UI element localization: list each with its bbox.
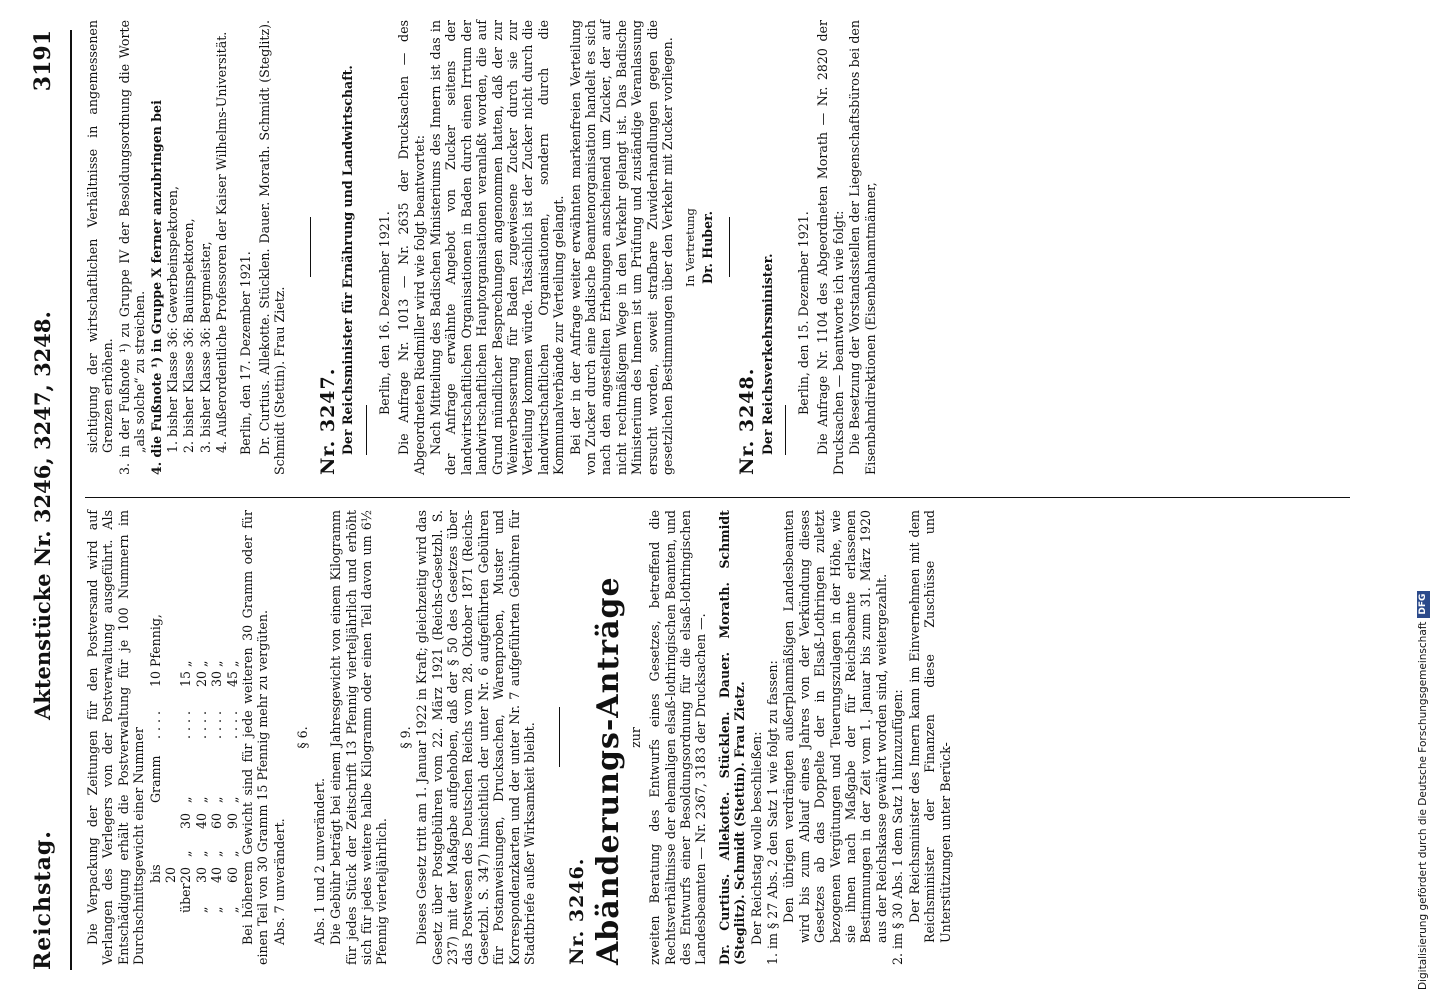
rate-sep: „ xyxy=(193,850,209,857)
divider xyxy=(559,708,560,768)
page-number: 3191 xyxy=(30,30,56,92)
rate-table xyxy=(148,510,240,965)
header-rule xyxy=(70,30,72,970)
rate-from: 40 xyxy=(209,866,225,883)
divider xyxy=(366,405,367,455)
notice-text: Digitalisierung gefördert durch die Deutsche Forschungsgemeinschaft xyxy=(1417,621,1429,990)
digitization-notice xyxy=(1414,0,1432,990)
document-number: Nr. 3248. xyxy=(736,367,759,475)
paragraph: Die Verpackung der Zeitungen für den Postversand wird auf Verlangen des Verlegers von der Postverwaltung ausgeführt. Als Entschädigung erhält die Postverwaltung für je 100 Nummern im Durchschnittsgewicht einer Nummer xyxy=(85,510,147,965)
date-line: Berlin, den 15. Dezember 1921. xyxy=(796,211,812,415)
rate-unit: „ xyxy=(193,796,209,803)
paragraph: Bei der in der Anfrage weiter erwähnten markenfreien Verteilung von Zucker durch eine badische Beamtenorganisation handelt es sich nach den angestellten Erhebungen anscheinend um Zucker, der auf nicht rechtmäßigem Wege in den Verkehr gelangt ist. Das Badische Ministerium des Innern ist um Prüfung und zuständige Veranlassung ersucht worden, soweit strafbare Zuwiderhandlungen gegen die gesetzlichen Bestimmungen über den Verkehr mit Zucker vorliegen. xyxy=(567,20,675,475)
rate-sep xyxy=(148,829,179,857)
rate-row xyxy=(209,510,224,965)
list-item: 3. in der Fußnote ¹) zu Gruppe IV der Besoldungsordnung die Worte „als solche“ zu streichen. xyxy=(116,20,148,475)
list-item: 2. im § 30 Abs. 1 dem Satz 1 hinzuzufügen: xyxy=(890,689,906,965)
document-title: Abänderungs-Anträge xyxy=(590,576,626,965)
rate-prefix: über xyxy=(178,883,194,913)
rate-row xyxy=(148,510,179,965)
rate-prefix: „ xyxy=(193,906,209,913)
divider xyxy=(310,218,311,278)
quotation: Den übrigen verdrängten außerplanmäßigen Landesbeamten wird bis zum Ablauf eines Jahres von der Verkündung dieses Gesetzes ab das Doppelte der in Elsaß-Lothringen zuletzt bezogenen Vergütungen und Teuerungszulagen in der Höhe, wie sie ihnen nach Maßgabe der für Reichsbeamte erlassenen Bestimmungen in der Zeit vom 1. Januar bis zum 31. März 1920 aus der Reichskasse gewährt worden sind, weitergezahlt. xyxy=(781,510,889,943)
rate-from: 20 xyxy=(178,866,194,883)
rate-to xyxy=(148,803,179,829)
paragraph: Bei höherem Gewicht sind für jede weiteren 30 Gramm oder für einen Teil von 30 Gramm 15 Pfennig mehr zu vergüten. xyxy=(240,510,271,965)
signers: Dr. Curtius. Allekotte. Stücklen. Dauer. Morath. Schmidt (Steglitz). Schmidt (Stettin). Frau Zietz. xyxy=(257,20,288,475)
paragraph: Die Besetzung der Vorstandsstellen der Liegenschaftsbüros bei den Eisenbahndirektionen (Eisenbahnamtmänner, xyxy=(847,20,878,475)
rate-from: bis 20 xyxy=(147,864,179,883)
list-entry: 3. bisher Klasse 36: Bergmeister, xyxy=(197,241,213,453)
list-item: 4. die Fußnote ¹) in Gruppe X ferner anzubringen bei xyxy=(148,100,164,475)
paragraph: Die Anfrage Nr. 1013 — Nr. 2635 der Drucksachen — des Abgeordneten Riedmiller wird wie folgt beantwortet: xyxy=(396,20,427,475)
list-entry: 4. Außerordentliche Professoren der Kaiser Wilhelms-Universität. xyxy=(214,31,230,453)
quotation: Der Reichsminister des Innern kann im Einvernehmen mit dem Reichsminister der Finanzen diese Zuschüsse und Unterstützungen unter Berück- xyxy=(906,510,953,943)
signature-note: In Vertretung xyxy=(683,208,698,287)
date-line: Berlin, den 17. Dezember 1921. xyxy=(237,251,253,455)
divider xyxy=(729,218,730,278)
rate-row xyxy=(194,510,209,965)
right-column xyxy=(85,20,879,475)
rate-price: 45 „ xyxy=(224,660,240,687)
list-entry: 1. bisher Klasse 36: Gewerbeinspektoren, xyxy=(165,185,181,453)
signature: Dr. Huber. xyxy=(699,211,715,284)
rate-unit: Gramm xyxy=(147,755,163,803)
occupation-list xyxy=(165,20,230,475)
rate-dots: . . . . xyxy=(178,710,194,739)
subtitle: zur xyxy=(627,727,643,748)
paragraph: Dieses Gesetz tritt am 1. Januar 1922 in Kraft; gleichzeitig wird das Gesetz über Postgebühren vom 22. März 1921 (Reichs-Gesetzbl. S. 237) mit der Maßgabe aufgehoben, daß der § 50 des Gesetzes über das Postwesen des Deutschen Reichs vom 28. Oktober 1871 (Reichs-Gesetzbl. S. 347) hinsichtlich der unter Nr. 6 aufgeführten Gebühren für Postanweisungen, Drucksachen, Warenproben, Muster und Korrespondenzkarten und der unter Nr. 7 aufgeführten Gebühren für Stadtbriefe außer Wirksamkeit bleibt. xyxy=(414,510,537,965)
paragraph: Der Reichstag wolle beschließen: xyxy=(748,731,764,945)
rate-row xyxy=(178,510,193,965)
paragraph: Nach Mitteilung des Badischen Ministeriums des Innern ist das in der Anfrage erwähnte Angebot von Zucker seitens der landwirtschaftlichen Organisationen in Baden durch einen Irrtum der landwirtschaftlichen Hauptorganisationen veranlaßt worden, die auf Grund mündlicher Besprechungen angenommen hatten, daß der zur Weinverbesserung für Baden zugewiesene Zucker durch sie zur Verteilung kommen würde. Tatsächlich ist der Zucker nicht durch die landwirtschaftlichen Organisationen, sondern durch die Kommunalverbände zur Verteilung gelangt. xyxy=(427,20,567,475)
document-number: Nr. 3246. xyxy=(566,857,589,965)
rate-price: 30 „ xyxy=(209,660,225,687)
date-line: Berlin, den 16. Dezember 1921. xyxy=(376,211,392,415)
signers: Dr. Curtius. Allekotte. Stücklen. Dauer. Morath. Schmidt (Steglitz). Schmidt (Stettin). Frau Zietz. xyxy=(716,510,748,965)
rate-to: 40 xyxy=(193,812,209,829)
paragraph: Abs. 7 unverändert. xyxy=(271,818,287,945)
document-number: Nr. 3247. xyxy=(316,367,339,475)
section-heading: § 9. xyxy=(397,726,413,749)
rate-sep: „ xyxy=(178,850,194,857)
rate-unit: „ xyxy=(178,796,194,803)
paragraph: sichtigung der wirtschaftlichen Verhältnisse in angemessenen Grenzen erhöhen. xyxy=(85,20,116,453)
rate-price: 15 „ xyxy=(178,660,194,687)
rate-to: 30 xyxy=(178,812,194,829)
rate-price: 10 Pfennig, xyxy=(147,614,163,687)
section-heading: § 6. xyxy=(295,726,311,749)
running-head xyxy=(28,30,62,970)
divider xyxy=(785,405,786,455)
list-item: 1. im § 27 Abs. 2 den Satz 1 wie folgt zu fassen: xyxy=(765,660,781,965)
rate-row xyxy=(225,510,240,965)
rate-unit: „ xyxy=(224,796,240,803)
rate-dots: . . . . xyxy=(193,710,209,739)
rate-prefix: „ xyxy=(209,906,225,913)
rate-to: 90 xyxy=(224,812,240,829)
rate-prefix xyxy=(148,883,179,913)
running-head-left: Reichstag. xyxy=(30,830,56,970)
column-divider xyxy=(85,497,1350,498)
running-head-center: Aktenstücke Nr. 3246, 3247, 3248. xyxy=(30,311,55,720)
paragraph: Abs. 1 und 2 unverändert. xyxy=(311,778,327,945)
paragraph: Die Anfrage Nr. 1104 des Abgeordneten Morath — Nr. 2820 der Drucksachen — beantworte ich wie folgt: xyxy=(815,20,846,475)
rate-price: 20 „ xyxy=(193,660,209,687)
left-column xyxy=(85,510,954,965)
dfg-logo: DFG xyxy=(1417,591,1430,618)
paragraph: Die Gebühr beträgt bei einem Jahresgewicht von einem Kilogramm für jedes Stück der Zeitschrift 13 Pfennig vierteljährlich und erhöht sich für jedes weitere halbe Kilogramm oder einen Teil davon um 6½ Pfennig vierteljährlich. xyxy=(328,510,390,965)
rate-unit: „ xyxy=(209,796,225,803)
rate-from: 60 xyxy=(224,866,240,883)
rate-prefix: „ xyxy=(224,906,240,913)
rate-from: 30 xyxy=(193,866,209,883)
rate-dots: . . . . xyxy=(209,710,225,739)
rate-sep: „ xyxy=(224,850,240,857)
rate-to: 60 xyxy=(209,812,225,829)
ministry-heading: Der Reichsverkehrsminister. xyxy=(759,253,775,455)
paragraph: zweiten Beratung des Entwurfs eines Gesetzes, betreffend die Rechtsverhältnisse der ehemaligen elsaß-lothringischen Beamten, und des Entwurfs einer Besoldungsordnung für die elsaß-lothringischen Landesbeamten — Nr. 2367, 3183 der Drucksachen —. xyxy=(647,510,709,965)
rate-sep: „ xyxy=(209,850,225,857)
list-entry: 2. bisher Klasse 36: Bauinspektoren, xyxy=(181,218,197,453)
rate-dots: . . . . xyxy=(224,710,240,739)
rate-dots: . . . . xyxy=(147,710,163,739)
ministry-heading: Der Reichsminister für Ernährung und Landwirtschaft. xyxy=(340,65,356,455)
